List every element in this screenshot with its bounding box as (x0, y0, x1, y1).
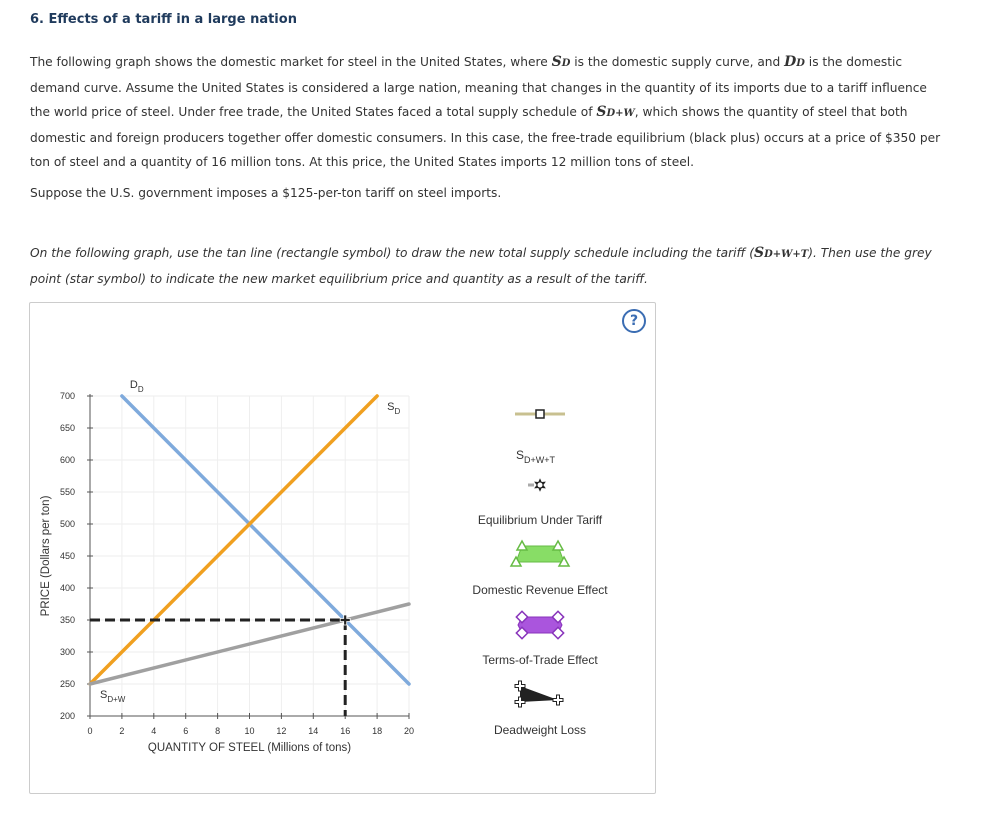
y-tick-label: 200 (59, 711, 75, 721)
y-tick-label: 500 (59, 519, 75, 529)
plus-handle-icon[interactable] (553, 695, 563, 705)
x-tick-label: 14 (308, 726, 319, 736)
y-axis-label: PRICE (Dollars per ton) (40, 495, 52, 617)
x-tick-label: 20 (403, 726, 415, 736)
demand-curve-label: $D_D$ (129, 379, 144, 394)
y-tick-label: 350 (59, 615, 75, 625)
drawing-tool-palette (472, 410, 608, 737)
y-tick-label: 250 (59, 679, 75, 689)
tool-label-deadweight-loss: Deadweight Loss (493, 723, 587, 737)
x-tick-label: 10 (244, 726, 255, 736)
world-supply-curve-label: $S_{D+W}$ (100, 689, 126, 704)
supply-curve-label: $S_D$ (387, 401, 401, 416)
rectangle-symbol-icon[interactable] (536, 410, 544, 418)
tool-label-domestic-revenue-effect: Domestic Revenue Effect (472, 583, 608, 597)
y-tick-label: 600 (59, 455, 75, 465)
x-tick-label: 12 (276, 726, 287, 736)
y-tick-label: 700 (59, 391, 75, 401)
x-tick-label: 2 (119, 726, 125, 736)
x-tick-label: 0 (87, 726, 93, 736)
x-tick-label: 8 (215, 726, 221, 736)
tool-label-equilibrium-under-tariff: Equilibrium Under Tariff (477, 513, 603, 527)
x-tick-label: 4 (151, 726, 157, 736)
y-tick-label: 650 (59, 423, 75, 433)
tool-label-terms-of-trade-effect: Terms-of-Trade Effect (482, 653, 598, 667)
y-tick-label: 300 (59, 647, 75, 657)
tool-label-sdwt: $S_{D+W+T}$ (516, 448, 556, 465)
y-tick-label: 450 (59, 551, 75, 561)
deadweight-loss-tool-icon[interactable] (520, 686, 558, 702)
x-tick-label: 18 (372, 726, 383, 736)
domestic-supply-line (90, 396, 377, 684)
intro-paragraph: The following graph shows the domestic market for steel in the United States, where SD is the domestic supply curve, and DD is the domestic demand curve. Assume the United States is considered a large nation, meaning that changes in the quantity of its imports due to a tariff influence the world price of steel. Under free trade, the United States faced a total supply schedule of SD+W, which shows the quantity of steel that both domestic and foreign producers together offer domestic consumers. In this case, the free-trade equilibrium (black plus) occurs at a price of $350 per ton of steel and a quantity of 16 million tons. At this price, the United States imports 12 million tons of steel. (30, 54, 941, 169)
page-title: 6. Effects of a tariff in a large nation (30, 12, 297, 27)
y-tick-label: 400 (59, 583, 75, 593)
instruction-paragraph: On the following graph, use the tan line (rectangle symbol) to draw the new total supply schedule including the tariff (SD+W+T). Then use the grey point (star symbol) to indicate the new market equilibrium price and quantity as a result of the tariff. (30, 245, 932, 286)
tariff-statement: Suppose the U.S. government imposes a $125-per-ton tariff on steel imports. (30, 186, 502, 200)
help-icon[interactable]: ? (622, 309, 646, 333)
x-axis-label: QUANTITY OF STEEL (Millions of tons) (147, 742, 352, 754)
grid-lines (90, 396, 409, 716)
x-tick-label: 16 (340, 726, 351, 736)
y-tick-label: 550 (59, 487, 75, 497)
star-center-icon[interactable] (538, 483, 543, 488)
x-tick-label: 6 (183, 726, 189, 736)
